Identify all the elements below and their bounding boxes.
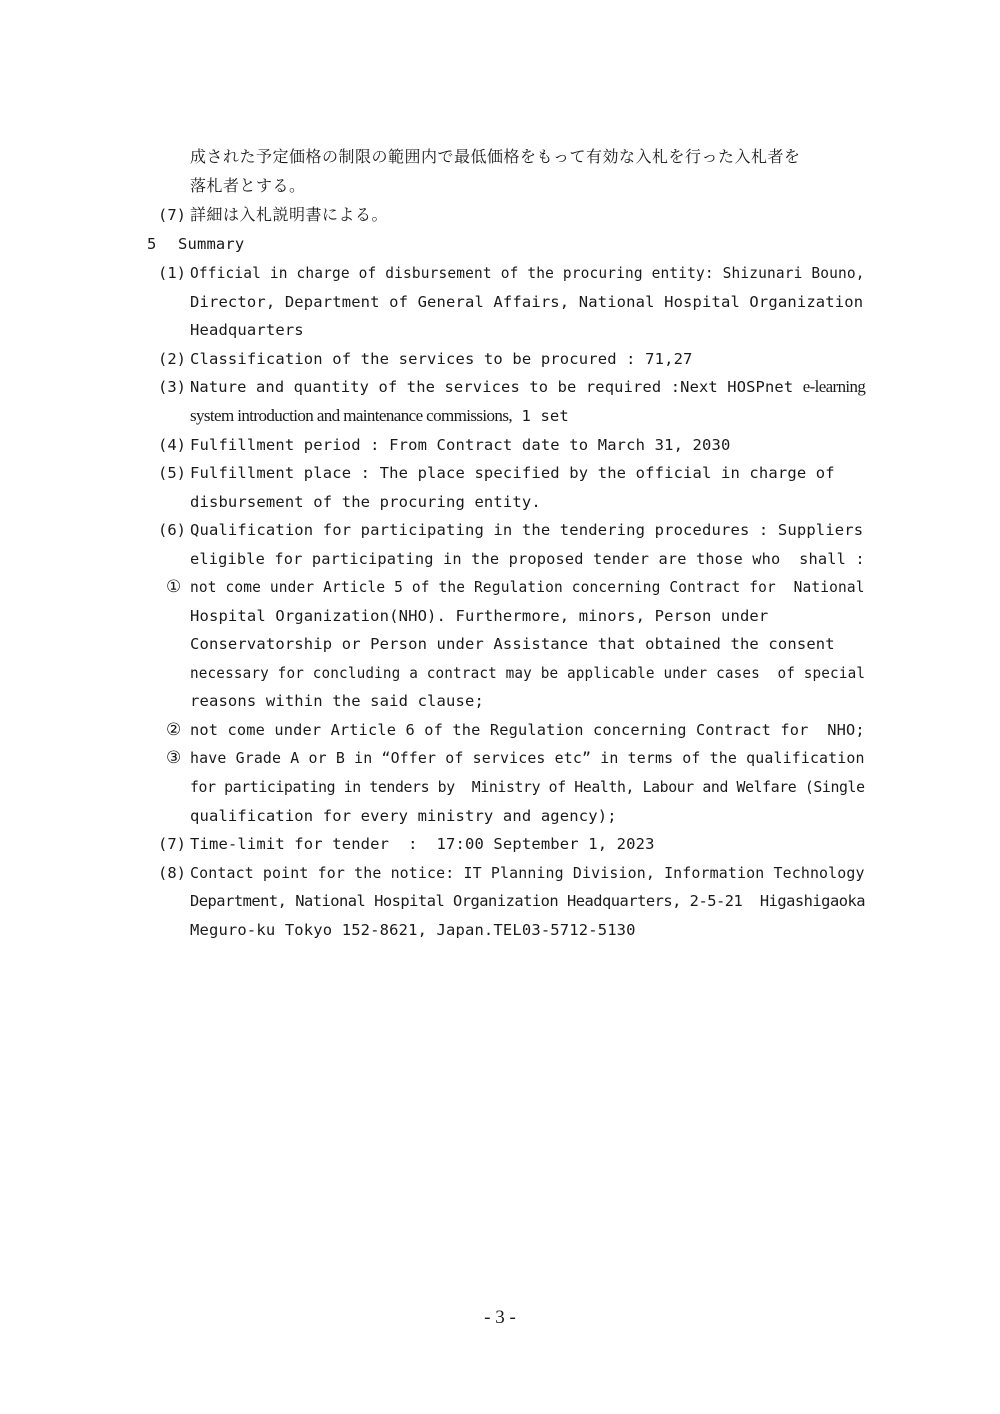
intro-line-1: 成された予定価格の制限の範囲内で最低価格をもって有効な入札を行った入札者を (190, 147, 801, 166)
sub-1-line: not come under Article 5 of the Regulation concerning Contract for National (190, 578, 865, 596)
item-4-text: Fulfillment period : From Contract date to March 31, 2030 (190, 436, 731, 454)
item-6-line: Qualification for participating in the tendering procedures : Suppliers (190, 521, 864, 539)
item-8-line: Meguro-ku Tokyo 152-8621, Japan.TEL03-5712-5130 (190, 921, 636, 939)
item-1-line: Headquarters (190, 321, 304, 339)
item-1-label: (1) (158, 264, 186, 282)
sub-1-line: necessary for concluding a contract may be applicable under cases of special (190, 664, 866, 682)
item-7-text: Time-limit for tender : 17:00 September 1, 2023 (190, 835, 655, 853)
item-7-jp-text: 詳細は入札説明書による。 (190, 205, 389, 224)
item-4-label: (4) (158, 436, 186, 454)
item-5-line: Fulfillment place : The place specified by the official in charge of (190, 464, 835, 482)
item-3-line-2-mono: 1 set (512, 407, 569, 425)
sub-3-line: qualification for every ministry and agency); (190, 807, 617, 825)
item-3-line-1-mono: Nature and quantity of the services to be required :Next HOSPnet (190, 378, 803, 396)
item-3-line-2 (190, 406, 569, 426)
item-6-line: eligible for participating in the proposed tender are those who shall : (190, 550, 865, 568)
sub-3-line: have Grade A or B in “Offer of services etc” in terms of the qualification (190, 749, 865, 767)
item-7-jp-label: (7) (158, 206, 186, 224)
sub-3-marker: ③ (166, 748, 182, 768)
sub-1-line: Hospital Organization(NHO). Furthermore, minors, Person under (190, 607, 769, 625)
item-5-label: (5) (158, 464, 186, 482)
item-8-line: Department, National Hospital Organization Headquarters, 2-5-21 Higashigaoka (190, 892, 866, 910)
section-heading: Summary (178, 235, 245, 253)
sub-2-text: not come under Article 6 of the Regulation concerning Contract for NHO; (190, 721, 865, 739)
item-5-line: disbursement of the procuring entity. (190, 493, 541, 511)
page-number: - 3 - (484, 1307, 516, 1328)
intro-line-2: 落札者とする。 (190, 176, 306, 195)
item-3-line-1-prop: e-learning (802, 377, 866, 396)
sub-1-line: Conservatorship or Person under Assistance that obtained the consent (190, 635, 835, 653)
sub-1-marker: ① (166, 577, 182, 597)
sub-1-line: reasons within the said clause; (190, 692, 484, 710)
section-number: 5 (147, 235, 157, 253)
item-2-label: (2) (158, 350, 186, 368)
sub-2-marker: ② (166, 720, 182, 740)
item-1-line: Director, Department of General Affairs, National Hospital Organization (190, 293, 864, 311)
item-3-line-2-prop: system introduction and maintenance commissions, (190, 406, 512, 425)
item-8-label: (8) (158, 864, 186, 882)
item-1-line: Official in charge of disbursement of the procuring entity: Shizunari Bouno, (190, 264, 865, 282)
item-3-line-1 (190, 377, 865, 397)
item-3-label: (3) (158, 378, 186, 396)
item-7-label: (7) (158, 835, 186, 853)
sub-3-line: for participating in tenders by Ministry of Health, Labour and Welfare (Single (190, 778, 865, 796)
item-8-line: Contact point for the notice: IT Planning Division, Information Technology (190, 864, 865, 882)
item-6-label: (6) (158, 521, 186, 539)
item-2-text: Classification of the services to be procured : 71,27 (190, 350, 693, 368)
